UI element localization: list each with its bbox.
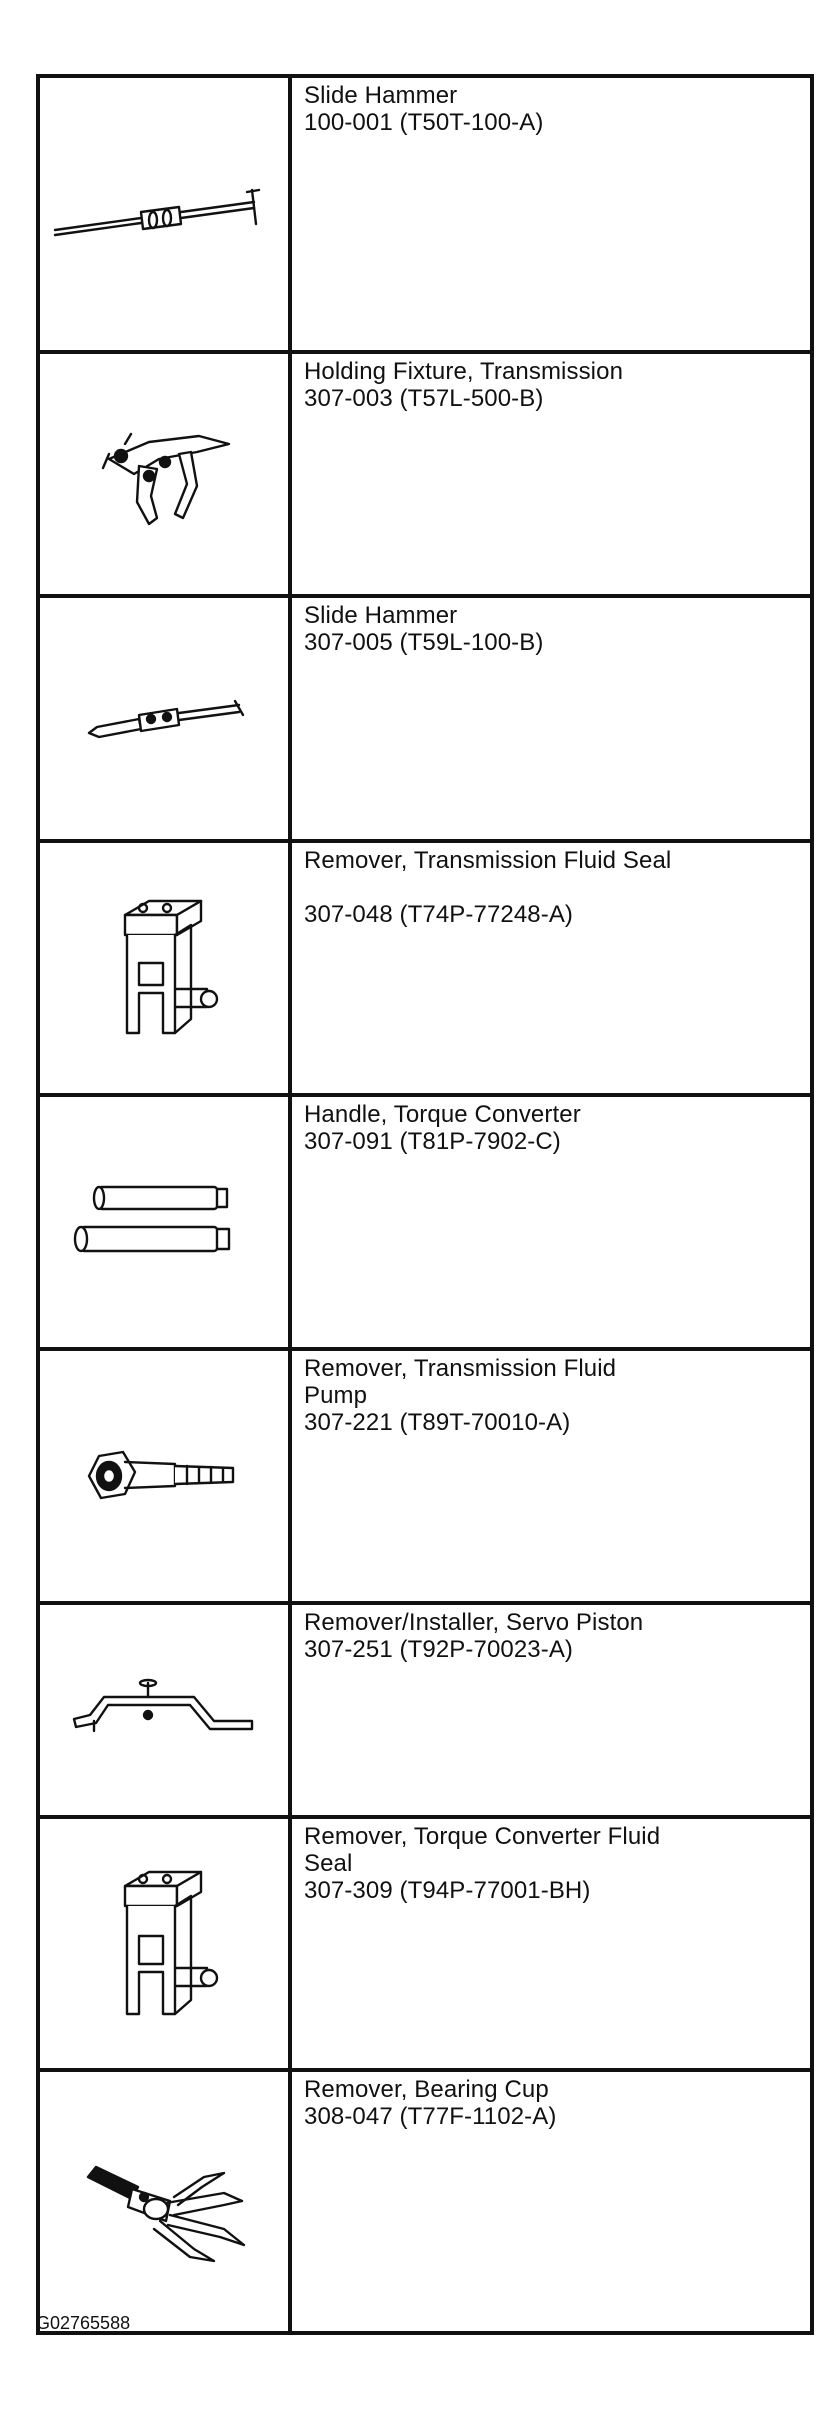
tool-image-cell [38, 76, 290, 352]
tool-part-number: 307-003 (T57L-500-B) [304, 385, 544, 412]
tool-description-cell [290, 596, 812, 841]
tool-row [38, 1817, 812, 2070]
tool-description-cell [290, 1095, 812, 1349]
tool-row [38, 1349, 812, 1603]
tool-name: Remover, Torque Converter Fluid Seal [304, 1823, 661, 1877]
tool-image-cell [38, 1349, 290, 1603]
tool-name: Remover/Installer, Servo Piston [304, 1609, 644, 1636]
tool-image-cell [38, 2070, 290, 2333]
tool-row [38, 76, 812, 352]
tool-name: Remover, Transmission Fluid Seal [304, 847, 672, 874]
tool-name: Handle, Torque Converter [304, 1101, 581, 1128]
tool-image-cell [38, 1817, 290, 2070]
tool-image-cell [38, 1095, 290, 1349]
tool-description-cell [290, 841, 812, 1095]
tool-row [38, 2070, 812, 2333]
seal-remover-icon [109, 893, 219, 1043]
special-tools-table [36, 74, 814, 2335]
tool-image-cell [38, 596, 290, 841]
tool-part-number: 307-251 (T92P-70023-A) [304, 1636, 574, 1663]
tool-name: Remover, Transmission Fluid Pump [304, 1355, 617, 1409]
bearing-cup-remover-icon [74, 2137, 254, 2267]
tool-description-cell [290, 76, 812, 352]
tool-name: Holding Fixture, Transmission [304, 358, 624, 385]
figure-code: G02765588 [36, 2313, 131, 2333]
tool-name: Remover, Bearing Cup [304, 2076, 549, 2103]
servo-piston-tool-icon [64, 1675, 264, 1745]
tool-part-number: 307-048 (T74P-77248-A) [304, 901, 574, 928]
tool-name: Slide Hammer [304, 602, 458, 629]
tool-description-cell [290, 1603, 812, 1817]
tool-part-number: 307-309 (T94P-77001-BH) [304, 1877, 591, 1904]
tool-description-cell [290, 352, 812, 596]
tool-part-number: 100-001 (T50T-100-A) [304, 109, 544, 136]
tool-part-number: 307-221 (T89T-70010-A) [304, 1409, 571, 1436]
tool-row [38, 596, 812, 841]
slide-hammer-small-icon [79, 689, 249, 749]
tool-name: Slide Hammer [304, 82, 458, 109]
tool-row [38, 1095, 812, 1349]
converter-seal-remover-icon [109, 1864, 219, 2024]
tool-description-cell [290, 1817, 812, 2070]
holding-fixture-icon [79, 414, 249, 534]
tool-description-cell [290, 2070, 812, 2333]
slide-hammer-icon [49, 174, 279, 254]
tool-image-cell [38, 1603, 290, 1817]
tool-row [38, 841, 812, 1095]
tool-row [38, 1603, 812, 1817]
tool-part-number: 308-047 (T77F-1102-A) [304, 2103, 557, 2130]
tool-part-number: 307-091 (T81P-7902-C) [304, 1128, 561, 1155]
torque-converter-handles-icon [69, 1177, 259, 1267]
tool-description-cell [290, 1349, 812, 1603]
pump-remover-icon [79, 1436, 249, 1516]
tool-part-number: 307-005 (T59L-100-B) [304, 629, 544, 656]
tool-row [38, 352, 812, 596]
line-gap [304, 874, 800, 901]
tool-image-cell [38, 841, 290, 1095]
tool-image-cell [38, 352, 290, 596]
